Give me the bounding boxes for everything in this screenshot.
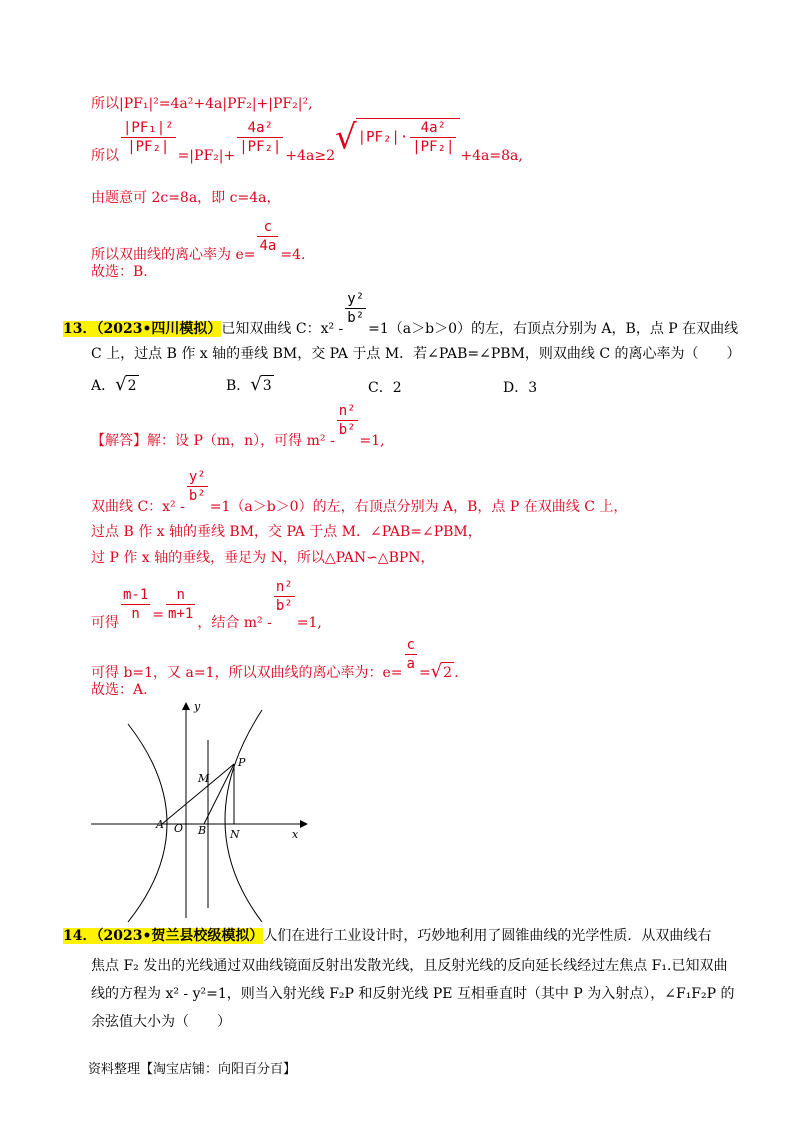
ans13-line-6: 可得 b=1，又 a=1，所以双曲线的离心率为：e= $\frac{c}{a}$ =√2 . — [91, 637, 459, 682]
fraction: $\frac{\text{|PF₁|²}}{\text{|PF₂|}}$ — [123, 120, 174, 155]
ans13-line-1: 【解答】解：设 P（m，n），可得 m² - $\frac{\text{n²}}{\text{b²}}$ =1, — [91, 403, 385, 449]
q14-line-3: 线的方程为 x² - y²=1，则当入射光线 F₂P 和反射光线 PE 互相垂直时（其中 P 为入射点），∠F₁F₂P 的 — [91, 986, 735, 1002]
q13-option-a[interactable]: A．√2 — [91, 374, 137, 395]
q13-line-2: C 上，过点 B 作 x 轴的垂线 BM，交 PA 于点 M．若∠PAB=∠PBM，则双曲线 C 的离心率为（ ） — [91, 346, 741, 362]
q14-line-1: 14．（2023•贺兰县校级模拟）人们在进行工业设计时，巧妙地利用了圆锥曲线的光学性质．从双曲线右 — [63, 928, 712, 944]
label-O: O — [174, 822, 184, 835]
prev-line-1: 所以|PF₁|²=4a²+4a|PF₂|+|PF₂|², — [91, 96, 313, 112]
prev-line-3: 由题意可 2c=8a，即 c=4a， — [91, 190, 281, 206]
ans13-line-5: 可得 $\frac{m-1}{n}$ = $\frac{n}{m+1}$ ，结合 m² - $\frac{\text{n²}}{\text{b²}}$ =1, — [91, 579, 322, 631]
label-y: y — [194, 700, 201, 713]
label-P: P — [238, 756, 246, 769]
prev-line-2: 所以 $\frac{\text{|PF₁|²}}{\text{|PF₂|}}$ =|PF₂|+ $\frac{\text{4a²}}{\text{|PF₂|}}$ +4a≥2√|PF₂|· $\frac{\text{4a²}}{\text{|PF₂|}}$ +4a=8a, — [91, 117, 523, 164]
footer-note: 资料整理【淘宝店铺：向阳百分百】 — [88, 1062, 297, 1077]
sqrt-sign: √ — [335, 117, 357, 158]
y-axis-arrow — [182, 702, 190, 710]
x-axis-arrow — [300, 820, 308, 828]
fraction: $\frac{\text{4a²}}{\text{|PF₂|}}$ — [239, 120, 282, 155]
label-A: A — [156, 818, 164, 831]
q14-tag: 14．（2023•贺兰县校级模拟） — [63, 928, 264, 944]
ans13-line-2: 双曲线 C：x² - $\frac{\text{y²}}{\text{b²}}$ =1（a＞b＞0）的左，右顶点分别为 A，B，点 P 在双曲线 C 上， — [91, 469, 628, 515]
right-branch — [225, 710, 262, 922]
ans13-line-7: 故选：A. — [91, 682, 148, 698]
prev-line-5: 故选：B. — [91, 264, 148, 280]
fraction: $\frac{\text{y²}}{\text{b²}}$ — [347, 291, 365, 326]
prev-line-4: 所以双曲线的离心率为 e= $\frac{c}{4a}$ =4. — [91, 219, 306, 263]
label-M: M — [198, 772, 210, 785]
ans13-line-4: 过 P 作 x 轴的垂线，垂足为 N，所以△PAN∽△BPN， — [91, 550, 435, 566]
q13-option-d[interactable]: D．3 — [503, 380, 538, 396]
q13-option-b[interactable]: B．√3 — [226, 374, 272, 395]
label-B: B — [198, 824, 207, 837]
hyperbola-figure — [88, 700, 308, 922]
q13-option-c[interactable]: C．2 — [368, 380, 402, 396]
label-N: N — [230, 828, 240, 841]
label-x: x — [292, 828, 299, 841]
fraction: $\frac{c}{4a}$ — [259, 219, 277, 254]
ans13-line-3: 过点 B 作 x 轴的垂线 BM，交 PA 于点 M．∠PAB=∠PBM， — [91, 524, 482, 540]
q14-line-4: 余弦值大小为（ ） — [91, 1014, 231, 1030]
sqrt-body: |PF₂|· $\frac{\text{4a²}}{\text{|PF₂|}}$ — [356, 118, 461, 156]
q13-line-1: 13．（2023•四川模拟）已知双曲线 C：x² - $\frac{\text{y²}}{\text{b²}}$ =1（a＞b＞0）的左，右顶点分别为 A，B，点 P 在双曲线 — [63, 291, 739, 337]
prev-line-2-prefix: 所以 — [91, 147, 119, 164]
q13-tag: 13．（2023•四川模拟） — [63, 320, 222, 337]
q14-line-2: 焦点 F₂ 发出的光线通过双曲线镜面反射出发散光线，且反射光线的反向延长线经过左焦点 F₁.已知双曲 — [91, 958, 728, 974]
